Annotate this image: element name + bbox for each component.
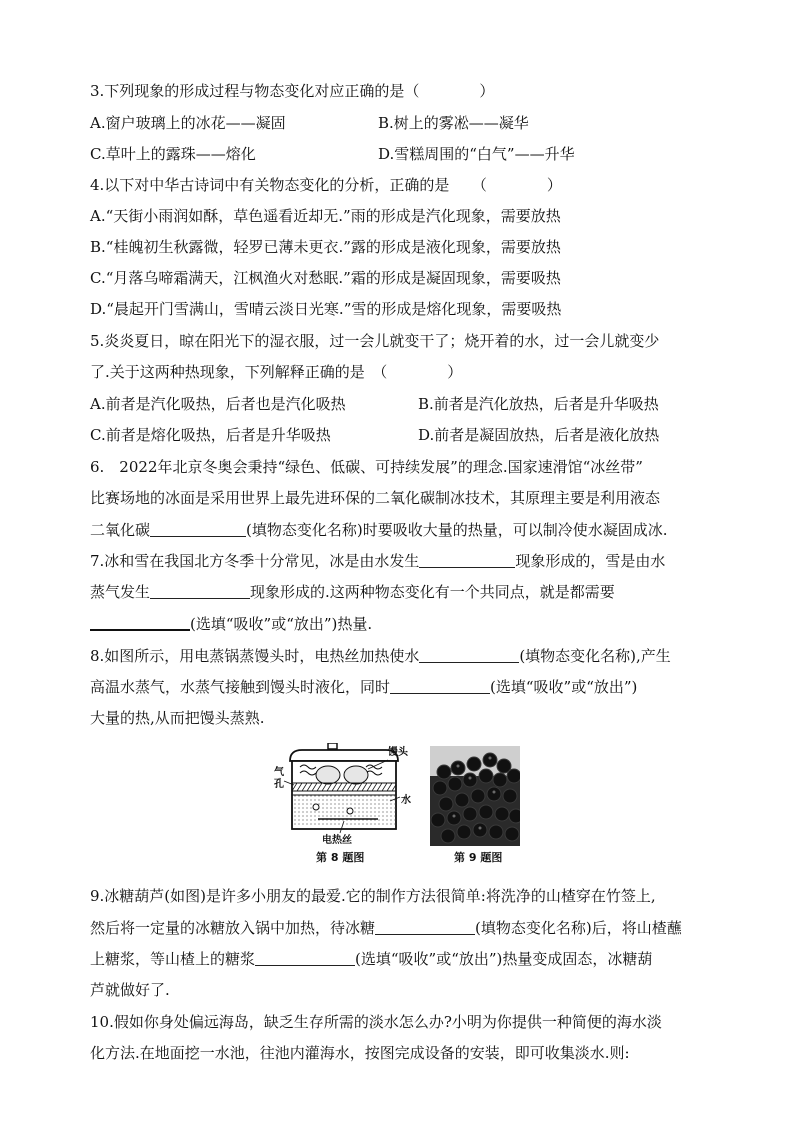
q4-stem: 4.以下对中华古诗词中有关物态变化的分析，正确的是 （ ）	[90, 176, 562, 194]
q9-line4: 芦就做好了.	[90, 981, 170, 999]
q9-text-a: 然后将一定量的冰糖放入锅中加热，待冰糖	[90, 919, 376, 937]
q9-answer-blank-1[interactable]	[375, 918, 475, 935]
figure-8-caption: 第 8 题图	[316, 851, 365, 864]
q9-text-d: (选填“吸收”或“放出”)热量变成固态，冰糖葫	[355, 950, 653, 968]
q3-option-a: A.窗户玻璃上的冰花——凝固	[90, 114, 286, 132]
q8-line2	[90, 677, 637, 697]
tanghulu-photo	[430, 746, 520, 846]
q5-stem-line1: 5.炎炎夏日，晾在阳光下的湿衣服，过一会儿就变干了；烧开着的水，过一会儿就变少	[90, 332, 660, 350]
q9-answer-blank-2[interactable]	[255, 949, 355, 966]
q10-line1: 10.假如你身处偏远海岛，缺乏生存所需的淡水怎么办?小明为你提供一种简便的海水淡	[90, 1013, 662, 1031]
q6-line3	[90, 520, 668, 540]
q6-answer-blank[interactable]	[150, 520, 246, 537]
q6-text-b: (填物态变化名称)时要吸收大量的热量，可以制冷使水凝固成冰.	[246, 521, 668, 539]
q3-stem: 3.下列现象的形成过程与物态变化对应正确的是（ ）	[90, 82, 495, 100]
label-heating-wire: 电热丝	[322, 835, 352, 846]
q9-line1: 9.冰糖葫芦(如图)是许多小朋友的最爱.它的制作方法很简单:将洗净的山楂穿在竹签上,	[90, 887, 656, 905]
q9-text-c: 上糖浆，等山楂上的糖浆	[90, 950, 256, 968]
q8-answer-blank-2[interactable]	[390, 677, 490, 694]
q3-option-b: B.树上的雾凇——凝华	[378, 114, 529, 132]
q7-line3	[90, 613, 372, 634]
q7-answer-blank-2[interactable]	[150, 582, 250, 599]
q6-text-a: 二氧化碳	[90, 521, 151, 539]
q4-option-b: B.“桂魄初生秋露微，轻罗已薄未更衣.”露的形成是液化现象，需要放热	[90, 238, 561, 256]
q4-option-a: A.“天街小雨润如酥，草色遥看近却无.”雨的形成是汽化现象，需要放热	[90, 207, 561, 225]
q7-text-a: 7.冰和雪在我国北方冬季十分常见，冰是由水发生	[90, 552, 420, 570]
figures-row	[274, 743, 522, 873]
label-mantou: 馒头	[388, 747, 408, 758]
q4-option-c: C.“月落乌啼霜满天，江枫渔火对愁眠.”霜的形成是凝固现象，需要吸热	[90, 269, 561, 287]
q7-answer-blank-1[interactable]	[419, 551, 515, 568]
q8-text-b: (填物态变化名称),产生	[519, 647, 671, 665]
label-water: 水	[401, 795, 411, 806]
q3-option-c: C.草叶上的露珠——熔化	[90, 145, 256, 163]
q8-text-d: (选填“吸收”或“放出”)	[490, 678, 638, 696]
q10-line2: 化方法.在地面挖一水池，往池内灌海水，按图完成设备的安装，即可收集淡水.则:	[90, 1044, 630, 1062]
q5-option-d: D.前者是凝固放热，后者是液化放热	[418, 426, 660, 444]
q6-line2: 比赛场地的冰面是采用世界上最先进环保的二氧化碳制冰技术，其原理主要是利用液态	[90, 489, 661, 507]
q5-option-b: B.前者是汽化放热，后者是升华吸热	[418, 395, 659, 413]
q8-text-c: 高温水蒸气，水蒸气接触到馒头时液化，同时	[90, 678, 391, 696]
q7-text-c: 蒸气发生	[90, 583, 151, 601]
q8-answer-blank-1[interactable]	[419, 646, 519, 663]
q8-text-a: 8.如图所示，用电蒸锅蒸馒头时，电热丝加热使水	[90, 647, 420, 665]
q7-answer-blank-3[interactable]	[90, 613, 190, 631]
q7-text-d: 现象形成的.这两种物态变化有一个共同点，就是都需要	[250, 583, 615, 601]
q7-line1	[90, 551, 665, 571]
q5-option-c: C.前者是熔化吸热，后者是升华吸热	[90, 426, 331, 444]
q3-option-d: D.雪糕周围的“白气”——升华	[378, 145, 575, 163]
q6-line1: 6. 2022年北京冬奥会秉持“绿色、低碳、可持续发展”的理念.国家速滑馆“冰丝带”	[90, 458, 643, 476]
q9-text-b: (填物态变化名称)后，将山楂蘸	[475, 919, 682, 937]
q9-line2	[90, 918, 682, 938]
q7-line2	[90, 582, 615, 602]
q5-option-a: A.前者是汽化吸热，后者也是汽化吸热	[90, 395, 346, 413]
q5-stem-line2: 了.关于这两种热现象，下列解释正确的是 （ ）	[90, 363, 463, 381]
q4-option-d: D.“晨起开门雪满山，雪晴云淡日光寒.”雪的形成是熔化现象，需要吸热	[90, 300, 562, 318]
q8-line3: 大量的热,从而把馒头蒸熟.	[90, 709, 265, 727]
q7-text-e: (选填“吸收”或“放出”)热量.	[190, 615, 373, 633]
figure-9-caption: 第 9 题图	[454, 851, 503, 864]
q8-line1	[90, 646, 671, 666]
q7-text-b: 现象形成的，雪是由水	[515, 552, 666, 570]
q9-line3	[90, 949, 652, 969]
label-air-hole: 气 孔	[274, 767, 284, 790]
